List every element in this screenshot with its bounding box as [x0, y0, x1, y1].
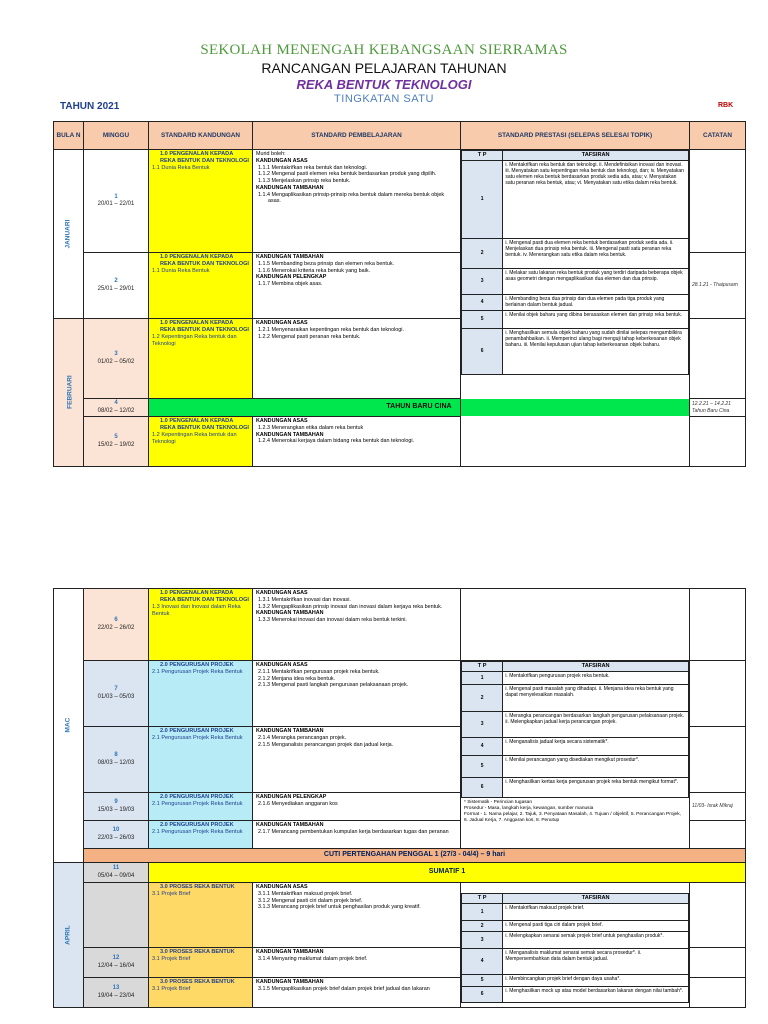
plan-table-1 [53, 121, 746, 467]
holiday-band: TAHUN BARU CINA [149, 399, 690, 417]
month-cell: APRIL [54, 863, 84, 1008]
col-minggu: MINGGU [84, 122, 149, 150]
sp-cell: KANDUNGAN ASAS 1.3.1 Mentakrifkan inovasi dan inovasi. 1.3.2 Mengaplikasikan prinsip inovasi dan inovasi dalam kerjaya reka bentuk. KANDUNGAN TAMBAHAN 1.3.3 Menerokai inovasi dan inovasi dalam reka bentuk terkini. [253, 589, 461, 661]
sp-cell: KANDUNGAN PELENGKAP 2.1.6 Menyediakan anggaran kos [253, 793, 461, 821]
sk-cell: 2.0 PENGURUSAN PROJEK 2.1 Pengurusan Projek Reka Bentuk [149, 821, 253, 849]
rbk-label: RBK [718, 102, 734, 109]
week-cell: 3 01/02 – 05/02 [84, 319, 149, 399]
week-cell: 1 20/01 – 22/01 [84, 150, 149, 253]
table-row [54, 883, 746, 948]
sk-cell: 3.0 PROSES REKA BENTUK 3.1 Projek Brief [149, 978, 253, 1008]
table-header-row [54, 122, 746, 150]
tp-table: T P TAFSIRAN 1 i. Mentakrifkan maksud projek brief. 2 i. Mengenal pasti tiga ciri dalam projek brief. 3 i. Melengkapkan senarai semak projek brief untuk penghasilan produk*. 4 i. Menganalisis maklumat senarai semak secara prosedur*. ii. Mempersembahkan data dalam bentuk jadual. 5 i. Membincangkan projek brief dengan daya usaha*. 6 i. Menghasilkan mock up atau model berdasarkan lakaran dengan nilai tambah*. [461, 893, 689, 1003]
week-cell: 11 05/04 – 09/04 [84, 863, 149, 883]
month-cell: JANUARI [54, 150, 84, 319]
spr-cell [461, 661, 690, 849]
sk-cell: 3.0 PROSES REKA BENTUK 3.1 Projek Brief [149, 883, 253, 948]
sp-cell: KANDUNGAN TAMBAHAN 2.1.7 Merancang pembentukan kumpulan kerja berdasarkan tugas dan peranan [253, 821, 461, 849]
sk-cell: 2.0 PENGURUSAN PROJEK 2.1 Pengurusan Projek Reka Bentuk [149, 727, 253, 793]
sp-cell: KANDUNGAN ASAS 2.1.1 Mentakrifkan pengurusan projek reka bentuk. 2.1.2 Menjana idea reka bentuk. 2.1.3 Mengenal pasti langkah pengurusan pelaksanaan projek. [253, 661, 461, 727]
exam-band: SUMATIF 1 [149, 863, 746, 883]
note-cell: 11/03- Israk Mikraj [690, 793, 746, 821]
month-cell: MAC [54, 589, 84, 863]
col-sk: STANDARD KANDUNGAN [149, 122, 253, 150]
sk-cell: 1.0 PENGENALAN KEPADA REKA BENTUK DAN TEKNOLOGI 1.1 Dunia Reka Bentuk [149, 150, 253, 253]
spr-cell [461, 150, 690, 467]
week-cell: 12 12/04 – 16/04 [84, 948, 149, 978]
col-bulan: BULA N [54, 122, 84, 150]
plan-title: RANCANGAN PELAJARAN TAHUNAN [261, 60, 507, 76]
table-row [54, 863, 746, 883]
week-cell: 8 08/03 – 12/03 [84, 727, 149, 793]
holiday-band: CUTI PERTENGAHAN PENGGAL 1 (27/3 - 04/4) – 9 hari [84, 849, 746, 863]
year-label: TAHUN 2021 [60, 101, 120, 112]
sp-cell: KANDUNGAN ASAS 1.2.3 Menerangkan etika dalam reka bentuk KANDUNGAN TAMBAHAN 1.2.4 Menerokai kerjaya dalam bidang reka bentuk dan teknologi. [253, 417, 461, 467]
week-cell: 6 22/02 – 26/02 [84, 589, 149, 661]
sp-cell: KANDUNGAN TAMBAHAN 2.1.4 Merangka perancangan projek. 2.1.5 Menganalisis perancangan projek dan jadual kerja. [253, 727, 461, 793]
sp-cell: KANDUNGAN ASAS 3.1.1 Mentakrifkan maksud projek brief. 3.1.2 Mengenal pasti ciri dalam projek brief. 3.1.3 Merancang projek brief untuk penghasilan produk yang kreatif. [253, 883, 461, 948]
sp-cell: KANDUNGAN TAMBAHAN 3.1.5 Mengaplikasikan projek brief dalam projek brief jadual dan lakaran [253, 978, 461, 1008]
week-cell: 9 15/03 – 19/03 [84, 793, 149, 821]
col-spr: STANDARD PRESTASI (SELEPAS SELESAI TOPIK) [461, 122, 690, 150]
col-sp: STANDARD PEMBELAJARAN [253, 122, 461, 150]
tp-table: T P TAFSIRAN 1 i. Mentakrifkan pengurusan projek reka bentuk. 2 i. Mengenal pasti masalah yang dihadapi. ii. Menjana idea reka bentuk yang dapat menyelesaikan masalah. 3 i. Merangka perancangan berdasarkan langkah pengurusan pelaksanaan projek. ii. Melengkapkan jadual kerja perancangan projek. 4 i. Menganalisis jadual kerja secara sistematik*. 5 i. Menilai perancangan yang disediakan mengikut prosedur*. 6 i. Menghasilkan kertas kerja pengurusan projek reka bentuk mengikut format*. [461, 661, 689, 798]
note-cell: 28.1.21 - Thaipusam [690, 253, 746, 319]
sk-cell: 2.0 PENGURUSAN PROJEK 2.1 Pengurusan Projek Reka Bentuk [149, 661, 253, 727]
sp-cell: KANDUNGAN TAMBAHAN 3.1.4 Menyaring maklumat dalam projek brief. [253, 948, 461, 978]
sp-cell: Murid boleh: KANDUNGAN ASAS 1.1.1 Mentakrifkan reka bentuk dan teknologi. 1.1.2 Mengenal pasti elemen reka bentuk berdasarkan produk yang dipilih. 1.1.3 Menjelaskan prinsip reka bentuk. KANDUNGAN TAMBAHAN 1.1.4 Mengaplikasikan prinsip-prinsip reka bentuk dalam mereka bentuk objek asas. [253, 150, 461, 253]
week-cell: 10 22/03 – 26/03 [84, 821, 149, 849]
sp-cell: KANDUNGAN ASAS 1.2.1 Menyenaraikan kepentingan reka bentuk dan teknologi. 1.2.2 Mengenal pasti peranan reka bentuk. [253, 319, 461, 399]
week-cell: 13 19/04 – 23/04 [84, 978, 149, 1008]
sk-cell: 1.0 PENGENALAN KEPADA REKA BENTUK DAN TEKNOLOGI 1.3 Inovasi dan Inovasi dalam Reka Bentuk [149, 589, 253, 661]
week-cell: 7 01/03 – 05/03 [84, 661, 149, 727]
table-row [54, 661, 746, 727]
tp-table: T P TAFSIRAN 1 i. Mentakrifkan reka bentuk dan teknologi. ii. Mendefinisikan inovasi dan inovasi. iii. Menyatakan satu kepentingan reka bentuk dan teknologi, dan; iv. Menyatakan satu elemen reka bentuk berdasarkan produk sedia ada, atau; v. Menyatakan satu peranan reka bentuk, atau; vi. Menyatakan satu etika dalam reka bentuk. 2 i. Mengenal pasti dua elemen reka bentuk berdasarkan produk sedia ada. ii. Menjelaskan dua prinsip reka bentuk. iii. Mengenal pasti satu peranan reka bentuk. iv. Menerangkan satu etika dalam reka bentuk. 3 i. Melakar satu lakaran reka bentuk produk yang terdiri daripada beberapa objek asas geometri dengan mengaplikasikan dua elemen dan dua prinsip. 4 i. Membanding beza dua prinsip dan dua elemen pada tiga produk yang berlainan dalam bentuk jadual. 5 i. Menilai objek baharu yang dibina berasaskan elemen dan prinsip reka bentuk. 6 i. Menghasilkan semula objek baharu yang sudah dinilai selepas mengambilkira penambahbaikan. ii. Memperinci ulang bagi menguji tahap keberkesanan objek baharu. iii. Menilai kepulusan ujian tahap keberkesanan objek baharu. [461, 150, 689, 375]
table-row [54, 150, 746, 253]
sp-cell: KANDUNGAN TAMBAHAN 1.1.5 Membanding beza prinsip dan elemen reka bentuk. 1.1.6 Menerokai kriteria reka bentuk yang baik. KANDUNGAN PELENGKAP 1.1.7 Membina objek asas. [253, 253, 461, 319]
note-cell: 12.2.21 – 14.2.21 Tahun Baru Cina [690, 399, 746, 417]
spr-cell [461, 883, 690, 1008]
table-row [54, 589, 746, 661]
table-row [54, 849, 746, 863]
week-cell: 4 08/02 – 12/02 [84, 399, 149, 417]
sk-cell: 1.0 PENGENALAN KEPADA REKA BENTUK DAN TEKNOLOGI 1.2 Kepentingan Reka bentuk dan Teknologi [149, 319, 253, 399]
subject-title: REKA BENTUK TEKNOLOGI [296, 77, 472, 92]
table-row [54, 399, 746, 417]
week-cell: 2 25/01 – 29/01 [84, 253, 149, 319]
sk-cell: 1.0 PENGENALAN KEPADA REKA BENTUK DAN TEKNOLOGI 1.1 Dunia Reka Bentuk [149, 253, 253, 319]
week-cell: 5 15/02 – 19/02 [84, 417, 149, 467]
month-cell: FEBRUARI [54, 319, 84, 467]
spr-footnote: * Sistematik - Perincian tugasan Prosedur - Masa, langkah kerja, kewangan, sumber manusia Format - 1. Nama pelajar, 2. Tajuk, 3. Penyataan Masalah, 4. Tujuan / objektif, 5. Perancangan Projek, 6. Jadual Kerja, 7. Anggaran kos, 8. Penutup [464, 799, 681, 824]
sk-cell: 3.0 PROSES REKA BENTUK 3.1 Projek Brief [149, 948, 253, 978]
plan-table-2 [53, 588, 746, 1008]
sk-cell: 2.0 PENGURUSAN PROJEK 2.1 Pengurusan Projek Reka Bentuk [149, 793, 253, 821]
sk-cell: 1.0 PENGENALAN KEPADA REKA BENTUK DAN TEKNOLOGI 1.2 Kepentingan Reka bentuk dan Teknologi [149, 417, 253, 467]
school-name: SEKOLAH MENENGAH KEBANGSAAN SIERRAMAS [200, 42, 568, 58]
col-catatan: CATATAN [690, 122, 746, 150]
form-title: TINGKATAN SATU [334, 93, 434, 105]
